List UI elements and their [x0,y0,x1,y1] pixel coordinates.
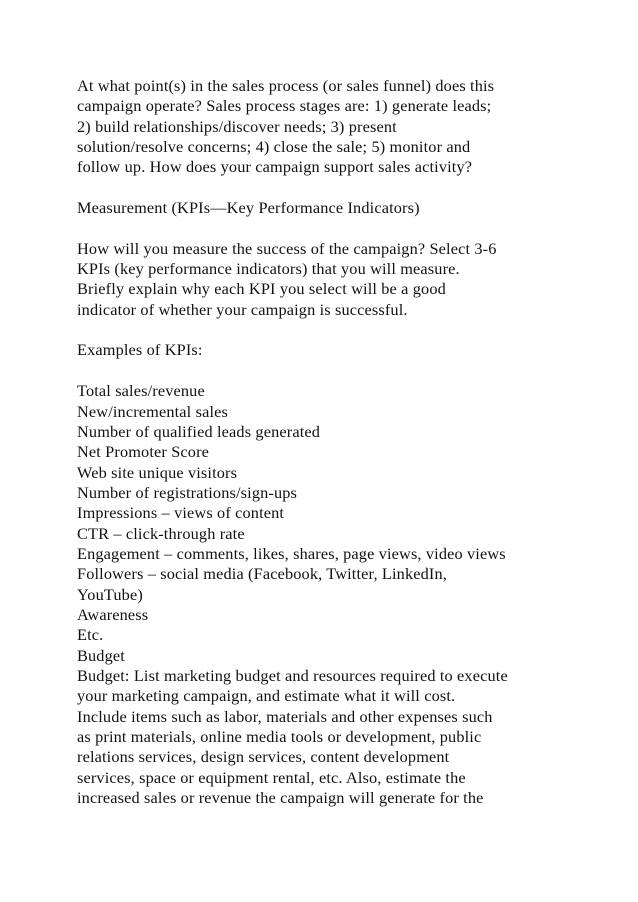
text-line: 2) build relationships/discover needs; 3) present [77,116,397,136]
kpi-list-item: YouTube) [77,584,143,604]
text-line: Budget: List marketing budget and resources required to execute [77,665,508,685]
kpi-examples-heading: Examples of KPIs: [77,340,203,360]
section-heading-measurement: Measurement (KPIs—Key Performance Indicators) [77,198,420,218]
kpi-list-item: Net Promoter Score [77,442,210,462]
kpi-list-item: CTR – click-through rate [77,523,245,543]
kpi-list-item: New/incremental sales [77,401,228,421]
text-line: indicator of whether your campaign is successful. [77,299,408,319]
text-line: follow up. How does your campaign support sales activity? [77,157,473,177]
kpi-list-item: Impressions – views of content [77,503,285,523]
text-line: KPIs (key performance indicators) that you will measure. [77,259,460,279]
kpi-list-item: Engagement – comments, likes, shares, page views, video views [77,543,506,563]
document-body [77,76,617,808]
text-line: your marketing campaign, and estimate what it will cost. [77,686,456,706]
blank-line [77,218,617,238]
text-line: At what point(s) in the sales process (or sales funnel) does this [77,76,495,95]
text-line: solution/resolve concerns; 4) close the sale; 5) monitor and [77,137,471,157]
kpi-list-item: Etc. [77,625,104,645]
blank-line [77,178,617,198]
blank-line [77,320,617,340]
text-line: as print materials, online media tools or development, public [77,727,482,746]
text-line: How will you measure the success of the campaign? Select 3-6 [77,238,497,258]
blank-line [77,361,617,381]
text-line: Briefly explain why each KPI you select will be a good [77,279,446,299]
kpi-list-item: Number of qualified leads generated [77,421,321,441]
kpi-list-item: Awareness [77,604,149,624]
kpi-list-item: Web site unique visitors [77,462,238,482]
text-line: relations services, design services, content development [77,747,450,767]
text-line: services, space or equipment rental, etc. Also, estimate the [77,767,466,787]
text-line: Include items such as labor, materials and other expenses such [77,706,493,726]
kpi-list-item: Number of registrations/sign-ups [77,482,298,502]
section-heading-budget: Budget [77,645,125,665]
kpi-list-item: Total sales/revenue [77,381,205,401]
text-line: increased sales or revenue the campaign will generate for the [77,788,484,808]
text-line: campaign operate? Sales process stages are: 1) generate leads; [77,96,492,116]
kpi-list-item: Followers – social media (Facebook, Twitter, LinkedIn, [77,564,447,584]
